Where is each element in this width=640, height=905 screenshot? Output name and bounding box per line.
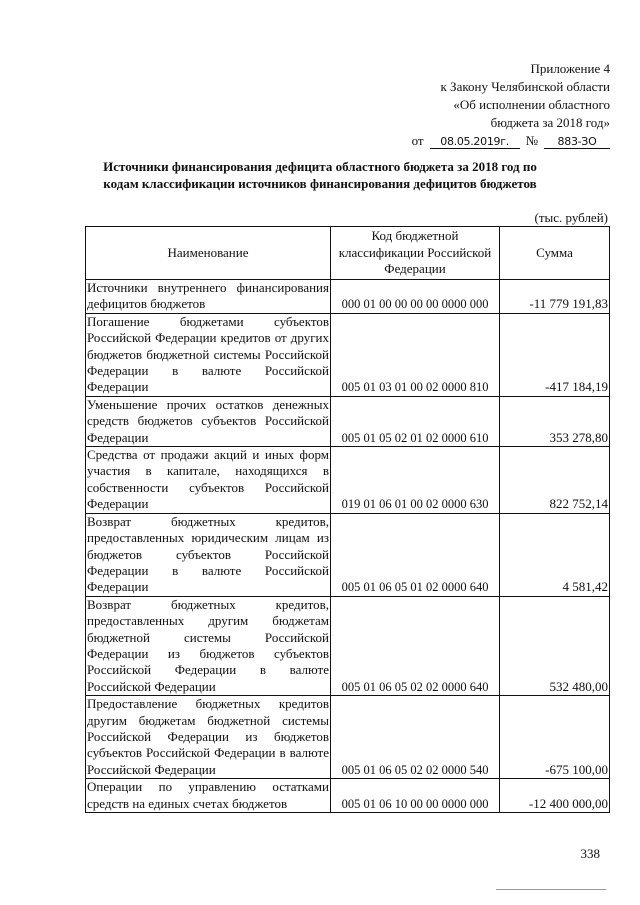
financing-sources-table bbox=[85, 226, 610, 813]
law-number: 883-ЗО bbox=[544, 135, 610, 149]
table-row bbox=[86, 447, 610, 514]
appendix-date-line bbox=[360, 132, 610, 150]
row-code: 005 01 06 05 02 02 0000 540 bbox=[331, 696, 500, 779]
row-name: Источники внутреннего финансирования дефицитов бюджетов bbox=[87, 280, 329, 312]
page-number: 338 bbox=[580, 846, 600, 861]
column-header-name: Наименование bbox=[86, 227, 331, 280]
row-name: Операции по управлению остатками средств на единых счетах бюджетов bbox=[87, 779, 329, 811]
appendix-label: Приложение 4 bbox=[530, 61, 610, 76]
row-name: Средства от продажи акций и иных форм участия в капитале, находящихся в собственности субъектов Российской Федерации bbox=[87, 447, 329, 512]
row-sum: -675 100,00 bbox=[500, 696, 610, 779]
appendix-law-title-1: «Об исполнении областного bbox=[453, 97, 610, 112]
table-row bbox=[86, 596, 610, 695]
column-header-code: Код бюджетной классификации Российской Федерации bbox=[331, 227, 500, 280]
row-sum: -11 779 191,83 bbox=[500, 280, 610, 314]
row-code: 005 01 06 10 00 00 0000 000 bbox=[331, 779, 500, 813]
row-code: 005 01 06 05 01 02 0000 640 bbox=[331, 513, 500, 596]
table-row bbox=[86, 280, 610, 314]
row-name: Погашение бюджетами субъектов Российской Федерации кредитов от других бюджетов бюджетной системы Российской Федерации в валюте Российской Федерации bbox=[87, 313, 329, 395]
row-name: Уменьшение прочих остатков денежных средств бюджетов субъектов Российской Федерации bbox=[87, 396, 329, 445]
row-sum: 822 752,14 bbox=[500, 447, 610, 514]
appendix-law-title-2: бюджета за 2018 год» bbox=[490, 115, 610, 130]
document-title: Источники финансирования дефицита областного бюджета за 2018 год по кодам классификации источников финансирования дефицитов бюджетов bbox=[103, 159, 537, 191]
number-sign: № bbox=[525, 133, 538, 148]
row-name: Возврат бюджетных кредитов, предоставленных юридическим лицам из бюджетов субъектов Российской Федерации в валюте Российской Федерации bbox=[87, 513, 329, 595]
row-sum: -12 400 000,00 bbox=[500, 779, 610, 813]
table-row bbox=[86, 396, 610, 446]
row-name: Возврат бюджетных кредитов, предоставленных другим бюджетам бюджетной системы Российской Федерации из бюджетов субъектов Российской Федерации в валюте Российской Федерации bbox=[87, 596, 329, 694]
date-prefix: от bbox=[411, 133, 424, 148]
table-row bbox=[86, 313, 610, 396]
row-code: 005 01 06 05 02 02 0000 640 bbox=[331, 596, 500, 695]
appendix-header bbox=[360, 60, 610, 150]
row-code: 000 01 00 00 00 00 0000 000 bbox=[331, 280, 500, 314]
row-sum: 4 581,42 bbox=[500, 513, 610, 596]
footer-rule bbox=[496, 889, 606, 890]
row-code: 019 01 06 01 00 02 0000 630 bbox=[331, 447, 500, 514]
table-row bbox=[86, 513, 610, 596]
units-label: (тыс. рублей) bbox=[534, 210, 608, 225]
table-row bbox=[86, 779, 610, 813]
row-code: 005 01 03 01 00 02 0000 810 bbox=[331, 313, 500, 396]
table-row bbox=[86, 696, 610, 779]
row-code: 005 01 05 02 01 02 0000 610 bbox=[331, 396, 500, 446]
appendix-law-ref: к Закону Челябинской области bbox=[440, 79, 610, 94]
row-name: Предоставление бюджетных кредитов другим бюджетам бюджетной системы Российской Федерации из бюджетов субъектов Российской Федерации в валюте Российской Федерации bbox=[87, 696, 329, 777]
column-header-sum: Сумма bbox=[500, 227, 610, 280]
row-sum: 353 278,80 bbox=[500, 396, 610, 446]
row-sum: -417 184,19 bbox=[500, 313, 610, 396]
row-sum: 532 480,00 bbox=[500, 596, 610, 695]
law-date: 08.05.2019г. bbox=[430, 135, 520, 149]
table-header-row bbox=[86, 227, 610, 280]
